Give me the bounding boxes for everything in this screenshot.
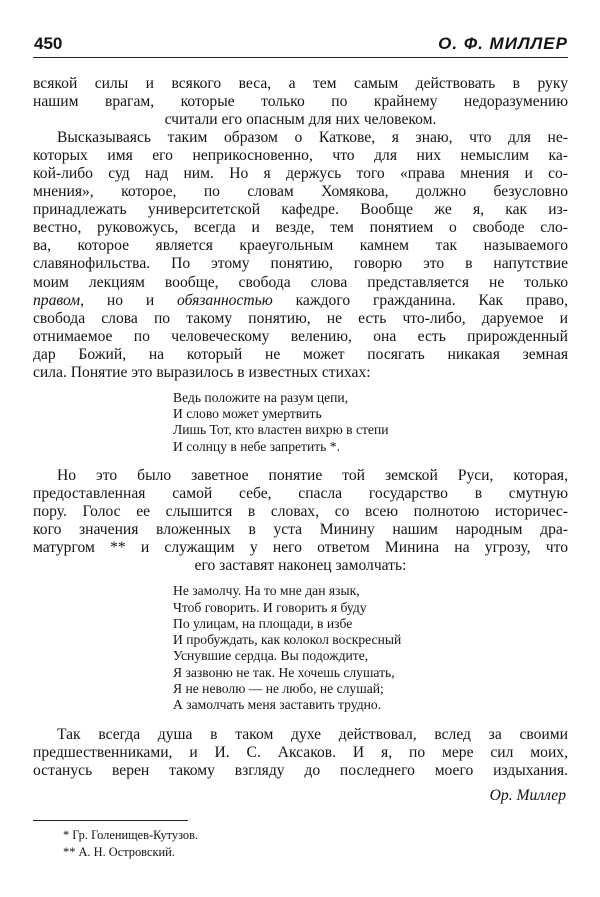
text-line: предшественниками, и И. С. Аксаков. И я, по мере сил моих, [33, 743, 568, 761]
text-fragment: каждого гражданина. Как право, [272, 291, 568, 309]
text-line: кой-либо суд над ним. Но я держусь того «права мнения и со- [33, 165, 568, 183]
text-line: принадлежать университетской кафедре. Вообще же я, как из- [33, 201, 568, 219]
text-line: его заставят наконец замолчать: [194, 557, 407, 575]
verse-line: Не замолчу. На то мне дан язык, [173, 583, 360, 599]
italic-word: обязанностью [177, 291, 273, 309]
book-page [33, 34, 568, 58]
text-line: Так всегда душа в таком духе действовал, вслед за своими [57, 725, 568, 743]
verse-line: Уснувшие сердца. Вы подождите, [173, 648, 369, 664]
text-line: Но это было заветное понятие той земской Руси, которая, [57, 466, 568, 484]
text-line: всякой силы и всякого веса, а тем самым действовать в руку [33, 75, 568, 92]
page-header [33, 34, 568, 58]
text-line: ва, которое является краеугольным камнем так называемого [33, 237, 568, 255]
page-number: 450 [34, 34, 63, 53]
text-line: пору. Голос ее слышится в словах, со всею полнотою историчес- [33, 503, 568, 521]
text-line: моим лекциям вообще, свобода слова представляется не только [33, 273, 568, 291]
running-title: О. Ф. МИЛЛЕР [438, 34, 568, 53]
text-line: сила. Понятие это выразилось в известных стихах: [33, 363, 371, 381]
verse-line: Я зазвоню не так. Не хочешь слушать, [173, 664, 395, 680]
author-signature: Ор. Миллер [489, 786, 566, 804]
paragraph-2 [33, 129, 568, 382]
text-line: нашим врагам, которые только по крайнему недоразумению [33, 93, 568, 111]
verse-line: Лишь Тот, кто властен вихрю в степи [173, 422, 389, 438]
paragraph-1 [33, 75, 568, 129]
verse-2 [173, 583, 568, 713]
text-line: матургом ** и служащим у него ответом Минина на угрозу, что [33, 539, 568, 557]
text-line: славянофильства. По этому понятию, говорю это в напутствие [33, 255, 568, 273]
text-line: Высказываясь таким образом о Каткове, я знаю, что для не- [57, 129, 568, 147]
verse-line: Ведь положите на разум цепи, [173, 389, 349, 405]
paragraph-3 [33, 467, 568, 575]
verse-line: И солнцу в небе запретить *. [173, 438, 340, 454]
text-line: считали его опасным для них человеком. [164, 111, 437, 129]
footnote: * Гр. Голенищев-Кутузов. [63, 827, 199, 842]
text-line: предоставленная самой себе, спасла государство в смутную [33, 485, 568, 503]
header-rule [33, 57, 568, 58]
footnote: ** А. Н. Островский. [63, 844, 175, 859]
page-body [33, 75, 568, 861]
verse-line: По улицам, на площади, в избе [173, 615, 353, 631]
footnote-rule [33, 820, 188, 821]
verse-line: Чтоб говорить. И говорить я буду [173, 599, 367, 615]
italic-word: правом [33, 291, 81, 309]
paragraph-4 [33, 726, 568, 780]
text-line: кого значения вложенных в уста Минину нашим народным дра- [33, 521, 568, 539]
verse-line: И слово может умертвить [173, 406, 322, 422]
verse-line: А замолчать меня заставить трудно. [173, 697, 382, 713]
verse-1 [173, 390, 568, 455]
verse-line: Я не неволю — не любо, не слушай; [173, 681, 384, 697]
text-line: мнения», которое, по словам Хомякова, должно безусловно [33, 183, 568, 201]
text-line: отнимаемое по человеческому велению, она есть прирожденный [33, 327, 568, 345]
text-fragment: , но и [80, 291, 178, 309]
text-line: свобода слова по такому понятию, не есть что-либо, даруемое и [33, 309, 568, 327]
text-line-italic [33, 292, 568, 310]
text-line: которых имя его неприкосновенно, что для них немыслим ка- [33, 147, 568, 165]
text-line: останусь верен такому взгляду до последнего моего издыхания. [33, 761, 568, 779]
text-line: вестно, руковожусь, всегда и везде, тем понятием о свободе сло- [33, 219, 568, 237]
verse-line: И пробуждать, как колокол воскресный [173, 632, 402, 648]
text-line: дар Божий, на который не может посягать никакая земная [33, 345, 568, 363]
footnotes [33, 827, 568, 861]
